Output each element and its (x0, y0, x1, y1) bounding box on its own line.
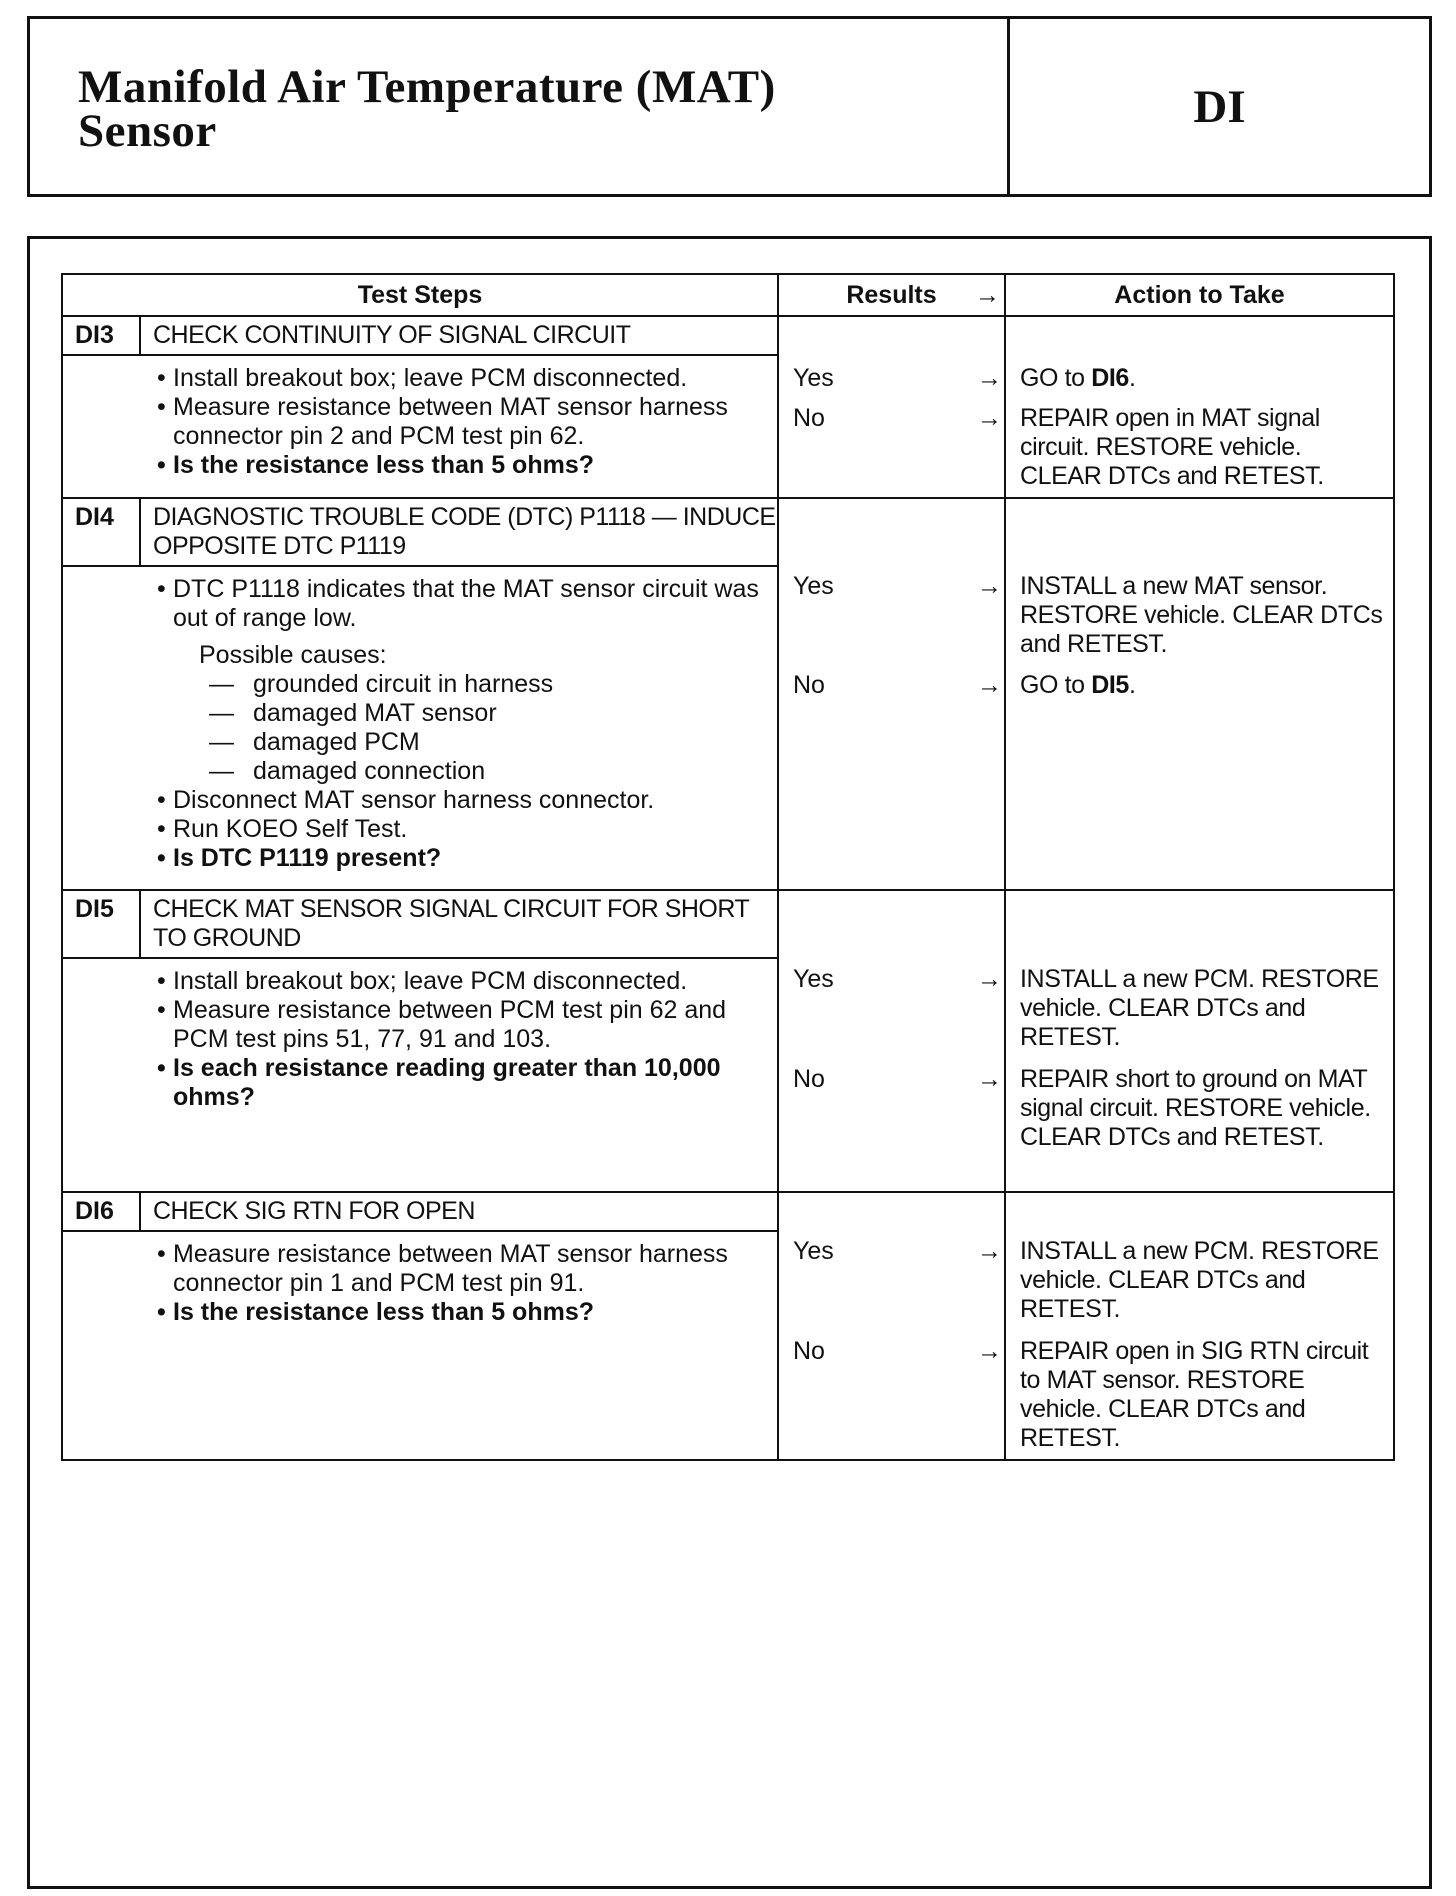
causes-heading: Possible causes: (199, 641, 387, 669)
step-title: DIAGNOSTIC TROUBLE CODE (DTC) P1118 — INDUCE OPPOSITE DTC P1119 (153, 503, 776, 560)
bullet-icon: • (157, 844, 166, 872)
result-yes: Yes (793, 965, 834, 993)
result-no: No (793, 1065, 825, 1093)
step-reference: DI5 (1091, 671, 1129, 699)
step-title-bar (63, 317, 779, 356)
bullet-icon: • (157, 575, 166, 603)
step-code: DI5 (63, 891, 141, 957)
bullet-icon: • (157, 815, 166, 843)
action-no: REPAIR short to ground on MAT signal circuit. RESTORE vehicle. CLEAR DTCs and RETEST. (1020, 1065, 1371, 1151)
action-yes: INSTALL a new PCM. RESTORE vehicle. CLEAR DTCs and RETEST. (1020, 965, 1379, 1051)
dash-icon: — (209, 699, 234, 727)
arrow-right-icon: → (977, 1065, 1002, 1093)
result-yes: Yes (793, 364, 834, 392)
arrow-right-icon: → (977, 1237, 1002, 1265)
step-question: • Is the resistance less than 5 ohms? (63, 451, 767, 480)
action-yes: INSTALL a new PCM. RESTORE vehicle. CLEAR DTCs and RETEST. (1020, 1237, 1379, 1323)
step-question: • Is the resistance less than 5 ohms? (63, 1298, 767, 1327)
cause-item: — grounded circuit in harness (63, 670, 767, 699)
arrow-right-icon: → (977, 572, 1002, 600)
step-di4 (63, 499, 1393, 891)
bullet-icon: • (157, 786, 166, 814)
result-yes: Yes (793, 1237, 834, 1265)
bullet-icon: • (157, 1054, 166, 1082)
arrow-right-icon: → (977, 404, 1002, 432)
step-bullet: • Measure resistance between MAT sensor harness connector pin 1 and PCM test pin 91. (63, 1240, 767, 1298)
page-title-line1: Manifold Air Temperature (MAT) (78, 61, 776, 113)
arrow-right-icon: → (977, 965, 1002, 993)
step-bullet: • Disconnect MAT sensor harness connector. (63, 786, 767, 815)
step-title-bar (63, 499, 779, 567)
bullet-icon: • (157, 996, 166, 1024)
cause-item: — damaged connection (63, 757, 767, 786)
arrow-right-icon: → (975, 281, 1000, 309)
action-no: REPAIR open in SIG RTN circuit to MAT sensor. RESTORE vehicle. CLEAR DTCs and RETEST. (1020, 1337, 1369, 1452)
action-no: GO to DI5. (1020, 671, 1136, 699)
result-no: No (793, 671, 825, 699)
step-code: DI3 (63, 317, 141, 354)
bullet-icon: • (157, 451, 166, 479)
action-yes: INSTALL a new MAT sensor. RESTORE vehicle. CLEAR DTCs and RETEST. (1020, 572, 1383, 658)
step-bullet: • Measure resistance between PCM test pin 62 and PCM test pins 51, 77, 91 and 103. (63, 996, 767, 1054)
cause-item: — damaged PCM (63, 728, 767, 757)
cause-item: — damaged MAT sensor (63, 699, 767, 728)
step-bullet: • DTC P1118 indicates that the MAT sensor circuit was out of range low. (63, 575, 767, 633)
step-code: DI4 (63, 499, 141, 565)
arrow-right-icon: → (977, 1337, 1002, 1365)
step-bullet: • Run KOEO Self Test. (63, 815, 767, 844)
page-header (27, 16, 1432, 197)
page-title-line2: Sensor (78, 105, 217, 157)
bullet-icon: • (157, 1298, 166, 1326)
dash-icon: — (209, 757, 234, 785)
action-yes: GO to DI6. (1020, 364, 1136, 392)
step-code: DI6 (63, 1193, 141, 1230)
arrow-right-icon: → (977, 671, 1002, 699)
arrow-right-icon: → (977, 364, 1002, 392)
step-di5 (63, 891, 1393, 1193)
bullet-icon: • (157, 1240, 166, 1268)
step-reference: DI6 (1091, 364, 1129, 392)
dash-icon: — (209, 728, 234, 756)
bullet-icon: • (157, 364, 166, 392)
step-title: CHECK MAT SENSOR SIGNAL CIRCUIT FOR SHORT TO GROUND (153, 895, 749, 952)
step-question: • Is each resistance reading greater than 10,000 ohms? (63, 1054, 767, 1112)
step-question: • Is DTC P1119 present? (63, 844, 767, 873)
test-steps-table (61, 273, 1395, 1461)
table-header-row (63, 275, 1393, 317)
col-header-results (779, 275, 1006, 315)
step-title: CHECK SIG RTN FOR OPEN (153, 1197, 475, 1225)
step-di6 (63, 1193, 1393, 1459)
col-header-results-label: Results (846, 280, 937, 309)
step-bullet: • Install breakout box; leave PCM disconnected. (63, 364, 767, 393)
step-bullet: • Measure resistance between MAT sensor harness connector pin 2 and PCM test pin 62. (63, 393, 767, 451)
result-yes: Yes (793, 572, 834, 600)
dash-icon: — (209, 670, 234, 698)
col-header-test-steps: Test Steps (63, 275, 779, 315)
page-title (30, 19, 1010, 194)
step-title: CHECK CONTINUITY OF SIGNAL CIRCUIT (153, 321, 631, 349)
step-bullet: • Install breakout box; leave PCM disconnected. (63, 967, 767, 996)
action-no: REPAIR open in MAT signal circuit. RESTORE vehicle. CLEAR DTCs and RETEST. (1020, 404, 1324, 490)
bullet-icon: • (157, 967, 166, 995)
col-header-action: Action to Take (1114, 280, 1285, 309)
result-no: No (793, 404, 825, 432)
result-no: No (793, 1337, 825, 1365)
bullet-icon: • (157, 393, 166, 421)
step-title-bar (63, 891, 779, 959)
section-code: DI (1193, 80, 1246, 133)
step-di3 (63, 317, 1393, 499)
step-title-bar (63, 1193, 779, 1232)
